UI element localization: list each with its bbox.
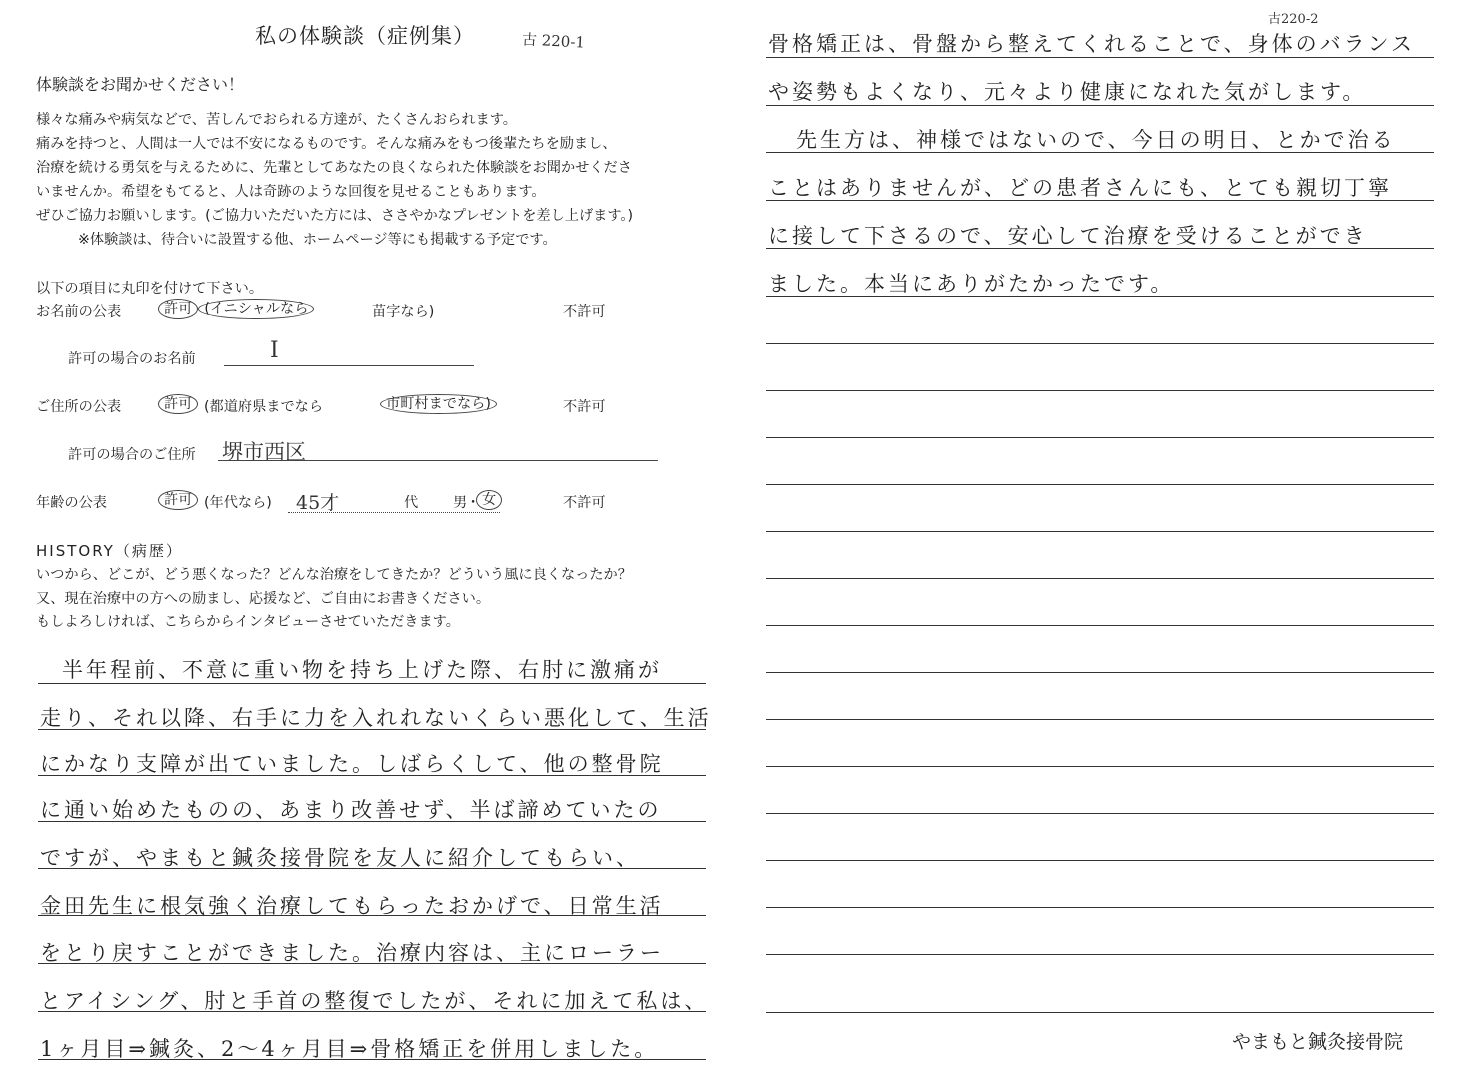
- age-permit-option[interactable]: [158, 490, 198, 510]
- address-field-value[interactable]: 堺市西区: [222, 440, 306, 464]
- ruled-line: [766, 248, 1434, 249]
- history-handwritten-line: ました。本当にありがたかったです。: [768, 272, 1175, 296]
- history-prompt-line: もしよろしければ、こちらからインタビューさせていただきます。: [36, 614, 460, 630]
- ruled-line: [766, 105, 1434, 106]
- ruled-line: [766, 954, 1434, 955]
- name-permit-circled: 許可: [158, 299, 198, 319]
- prefecture-option[interactable]: (都道府県までなら: [204, 399, 324, 415]
- history-handwritten-line: に通い始めたものの、あまり改善せず、半ば諦めていたの: [40, 798, 662, 822]
- history-handwritten-line: 骨格矯正は、骨盤から整えてくれることで、身体のバランス: [768, 32, 1415, 56]
- age-deny-option[interactable]: 不許可: [563, 495, 606, 511]
- address-permit-option[interactable]: [158, 394, 198, 414]
- intro-line: ぜひご協力お願いします。(ご協力いただいた方には、ささやかなプレゼントを差し上げます。): [36, 208, 634, 224]
- page-title: 私の体験談（症例集）: [255, 24, 475, 48]
- ruled-line: [38, 868, 706, 869]
- ruled-line: [38, 915, 706, 916]
- history-handwritten-line: ことはありませんが、どの患者さんにも、とても親切丁寧: [768, 176, 1392, 200]
- form-reference-number: 古 220-1: [521, 30, 586, 52]
- history-prompt-line: 又、現在治療中の方への励まし、応援など、ご自由にお書きください。: [36, 591, 491, 607]
- ruled-line: [766, 390, 1434, 391]
- name-permit-option[interactable]: [158, 299, 314, 319]
- ruled-line: [38, 1059, 706, 1060]
- intro-line: 様々な痛みや病気などで、苦しんでおられる方達が、たくさんおられます。: [36, 112, 517, 128]
- name-deny-option[interactable]: 不許可: [563, 304, 606, 320]
- history-handwritten-line: に接して下さるので、安心して治療を受けることができ: [768, 224, 1368, 248]
- name-field-underline: [224, 365, 474, 366]
- address-deny-option[interactable]: 不許可: [563, 399, 606, 415]
- name-field-value[interactable]: I: [270, 338, 279, 363]
- surname-option[interactable]: 苗字なら): [372, 304, 435, 320]
- history-handwritten-line: にかなり支障が出ていました。しばらくして、他の整骨院: [40, 752, 664, 776]
- gender-female-option[interactable]: [476, 490, 502, 510]
- history-handwritten-line: 半年程前、不意に重い物を持ち上げた際、右肘に激痛が: [62, 658, 662, 682]
- history-handwritten-line: とアイシング、肘と手首の整復でしたが、それに加えて私は、: [40, 989, 709, 1013]
- ruled-line: [766, 152, 1434, 153]
- city-option[interactable]: [380, 394, 497, 414]
- ruled-line: [766, 296, 1434, 297]
- ruled-line: [766, 484, 1434, 485]
- history-handwritten-line: をとり戻すことができました。治療内容は、主にローラー: [40, 941, 664, 965]
- intro-note: ※体験談は、待合いに設置する他、ホームページ等にも掲載する予定です。: [78, 232, 557, 248]
- address-permit-circled: 許可: [158, 394, 198, 414]
- ruled-line: [766, 860, 1434, 861]
- ruled-line: [766, 625, 1434, 626]
- gender-female-circled: 女: [476, 490, 502, 510]
- history-handwritten-line: 先生方は、神様ではないので、今日の明日、とかで治る: [796, 128, 1396, 152]
- ruled-line: [766, 578, 1434, 579]
- clinic-name: やまもと鍼灸接骨院: [1232, 1031, 1404, 1053]
- ruled-line: [766, 343, 1434, 344]
- history-heading: HISTORY（病歴）: [36, 542, 183, 560]
- age-disclosure-label: 年齢の公表: [36, 495, 107, 511]
- age-value[interactable]: 45才: [296, 492, 340, 514]
- ruled-line: [38, 729, 706, 730]
- ruled-line: [766, 766, 1434, 767]
- age-permit-circled: 許可: [158, 490, 198, 510]
- ruled-line: [766, 719, 1434, 720]
- gender-separator: ・: [466, 495, 481, 511]
- ruled-line: [38, 775, 706, 776]
- ruled-line: [766, 531, 1434, 532]
- history-handwritten-line: ですが、やまもと鍼灸接骨院を友人に紹介してもらい、: [40, 846, 640, 870]
- page-reference-number: 古220-2: [1268, 12, 1319, 27]
- city-option-circled: 市町村までなら): [380, 394, 497, 414]
- ruled-line: [766, 813, 1434, 814]
- ruled-line: [766, 437, 1434, 438]
- ruled-line: [38, 821, 706, 822]
- history-handwritten-line: 走り、それ以降、右手に力を入れれないくらい悪化して、生活: [40, 706, 712, 730]
- ruled-line: [38, 963, 706, 964]
- ruled-line: [766, 200, 1434, 201]
- ruled-line: [766, 907, 1434, 908]
- ruled-line: [766, 1012, 1434, 1013]
- initial-option-circled: (イニシャルなら: [198, 299, 314, 319]
- ruled-line: [38, 683, 706, 684]
- address-field-label: 許可の場合のご住所: [68, 447, 196, 463]
- intro-heading: 体験談をお聞かせください！: [36, 75, 245, 94]
- address-disclosure-label: ご住所の公表: [36, 399, 122, 415]
- age-underline: [288, 512, 500, 513]
- name-disclosure-label: お名前の公表: [36, 304, 122, 320]
- history-handwritten-line: や姿勢もよくなり、元々より健康になれた気がします。: [768, 80, 1367, 104]
- history-handwritten-line: 金田先生に根気強く治療してもらったおかげで、日常生活: [40, 894, 664, 918]
- name-field-label: 許可の場合のお名前: [68, 351, 196, 367]
- ruled-line: [38, 1011, 706, 1012]
- intro-line: いませんか。希望をもてると、人は奇跡のような回復を見せることもあります。: [36, 184, 546, 200]
- ruled-line: [766, 672, 1434, 673]
- form-instruction: 以下の項目に丸印を付けて下さい。: [36, 281, 264, 297]
- gender-male-option[interactable]: 男: [453, 495, 468, 511]
- history-handwritten-line: 1ヶ月目⇒鍼灸、2～4ヶ月目⇒骨格矯正を併用しました。: [40, 1037, 659, 1061]
- ruled-line: [766, 57, 1434, 58]
- decade-suffix: 代: [404, 495, 419, 511]
- intro-line: 治療を続ける勇気を与えるために、先輩としてあなたの良くなられた体験談をお聞かせくださ: [36, 160, 632, 176]
- history-prompt-line: いつから、どこが、どう悪くなった？どんな治療をしてきたか？どういう風に良くなったか？: [36, 567, 632, 583]
- intro-line: 痛みを持つと、人間は一人では不安になるものです。そんな痛みをもつ後輩たちを励まし、: [36, 136, 617, 152]
- address-field-underline: [218, 460, 658, 461]
- decade-option[interactable]: (年代なら): [204, 495, 272, 511]
